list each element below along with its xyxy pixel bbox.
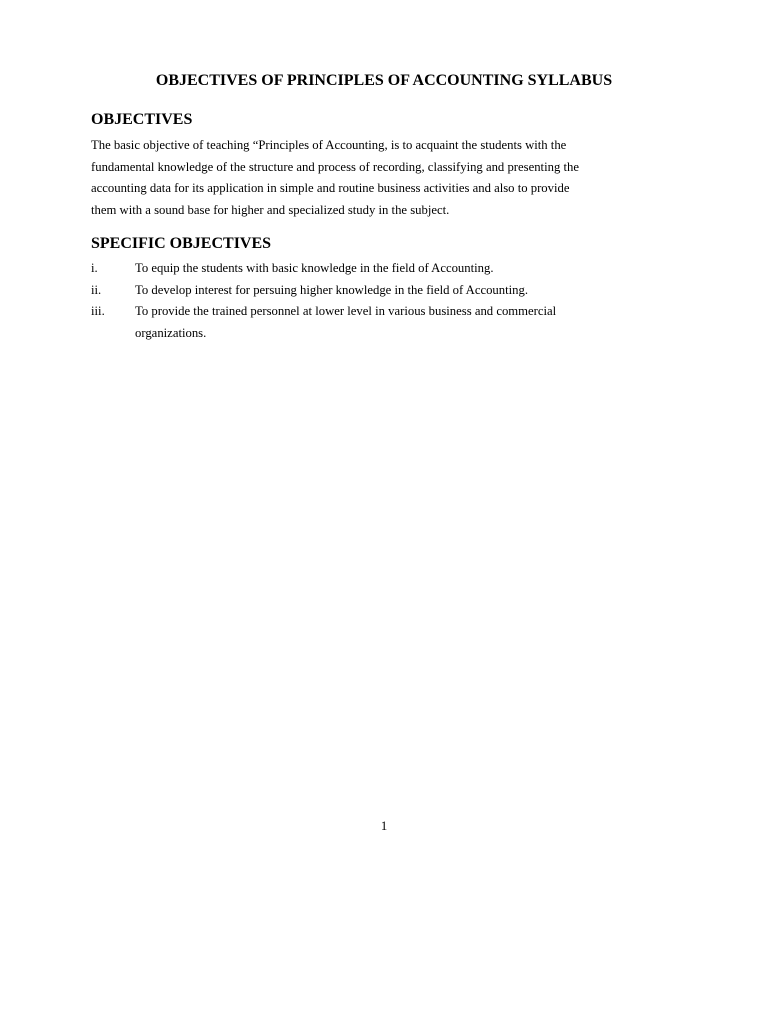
list-item xyxy=(91,258,681,280)
paragraph-line: accounting data for its application in simple and routine business activities and also to provide xyxy=(91,181,570,195)
list-item-text: To develop interest for persuing higher knowledge in the field of Accounting. xyxy=(135,282,529,297)
objectives-heading: OBJECTIVES xyxy=(91,111,193,128)
list-item-number: iii. xyxy=(91,304,105,318)
specific-objectives-list xyxy=(91,258,681,344)
paragraph-line: fundamental knowledge of the structure and process of recording, classifying and presenting the xyxy=(91,159,579,174)
list-item xyxy=(91,280,681,302)
specific-objectives-heading: SPECIFIC OBJECTIVES xyxy=(91,235,272,252)
list-item-text: To provide the trained personnel at lower level in various business and commercial xyxy=(135,304,557,318)
paragraph-line: them with a sound base for higher and specialized study in the subject. xyxy=(91,202,450,217)
page-number: 1 xyxy=(380,819,388,833)
list-item-number: ii. xyxy=(91,282,102,297)
objectives-paragraph xyxy=(91,135,681,221)
list-item xyxy=(91,301,681,344)
paragraph-line: The basic objective of teaching “Principles of Accounting, is to acquaint the students with the xyxy=(91,138,567,152)
list-item-text: To equip the students with basic knowledge in the field of Accounting. xyxy=(135,261,494,275)
list-item-number: i. xyxy=(91,261,98,275)
list-item-text: organizations. xyxy=(135,325,207,340)
document-title: OBJECTIVES OF PRINCIPLES OF ACCOUNTING SYLLABUS xyxy=(155,72,613,89)
